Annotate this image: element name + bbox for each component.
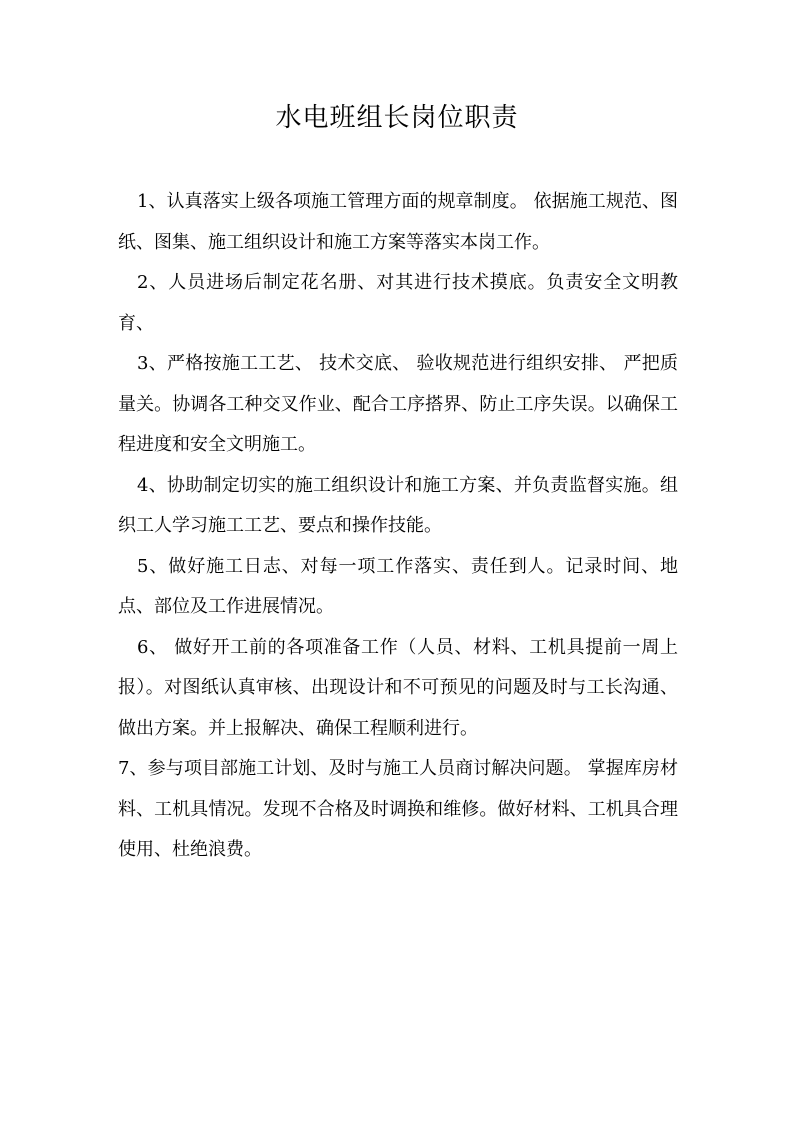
paragraph-2: 2、人员进场后制定花名册、对其进行技术摸底。负责安全文明教育、: [118, 272, 678, 334]
paragraph-4: 4、协助制定切实的施工组织设计和施工方案、并负责监督实施。组织工人学习施工工艺、要点和操作技能。: [118, 474, 678, 536]
paragraph-5: 5、做好施工日志、对每一项工作落实、责任到人。记录时间、地点、部位及工作进展情况。: [118, 555, 678, 617]
document-title: 水电班组长岗位职责: [275, 103, 519, 133]
paragraph-7: 7、参与项目部施工计划、及时与施工人员商讨解决问题。 掌握库房材料、工机具情况。发现不合格及时调换和维修。做好材料、工机具合理使用、杜绝浪费。: [118, 758, 678, 860]
paragraph-6: 6、 做好开工前的各项准备工作（人员、材料、工机具提前一周上报）。对图纸认真审核、出现设计和不可预见的问题及时与工长沟通、做出方案。并上报解决、确保工程顺利进行。: [118, 636, 678, 739]
document-body: [118, 182, 678, 871]
paragraph-3: 3、严格按施工工艺、 技术交底、 验收规范进行组织安排、 严把质量关。协调各工种交叉作业、配合工序搭界、防止工序失误。以确保工程进度和安全文明施工。: [118, 353, 678, 455]
paragraph-1: 1、认真落实上级各项施工管理方面的规章制度。 依据施工规范、图纸、图集、施工组织设计和施工方案等落实本岗工作。: [118, 191, 678, 253]
